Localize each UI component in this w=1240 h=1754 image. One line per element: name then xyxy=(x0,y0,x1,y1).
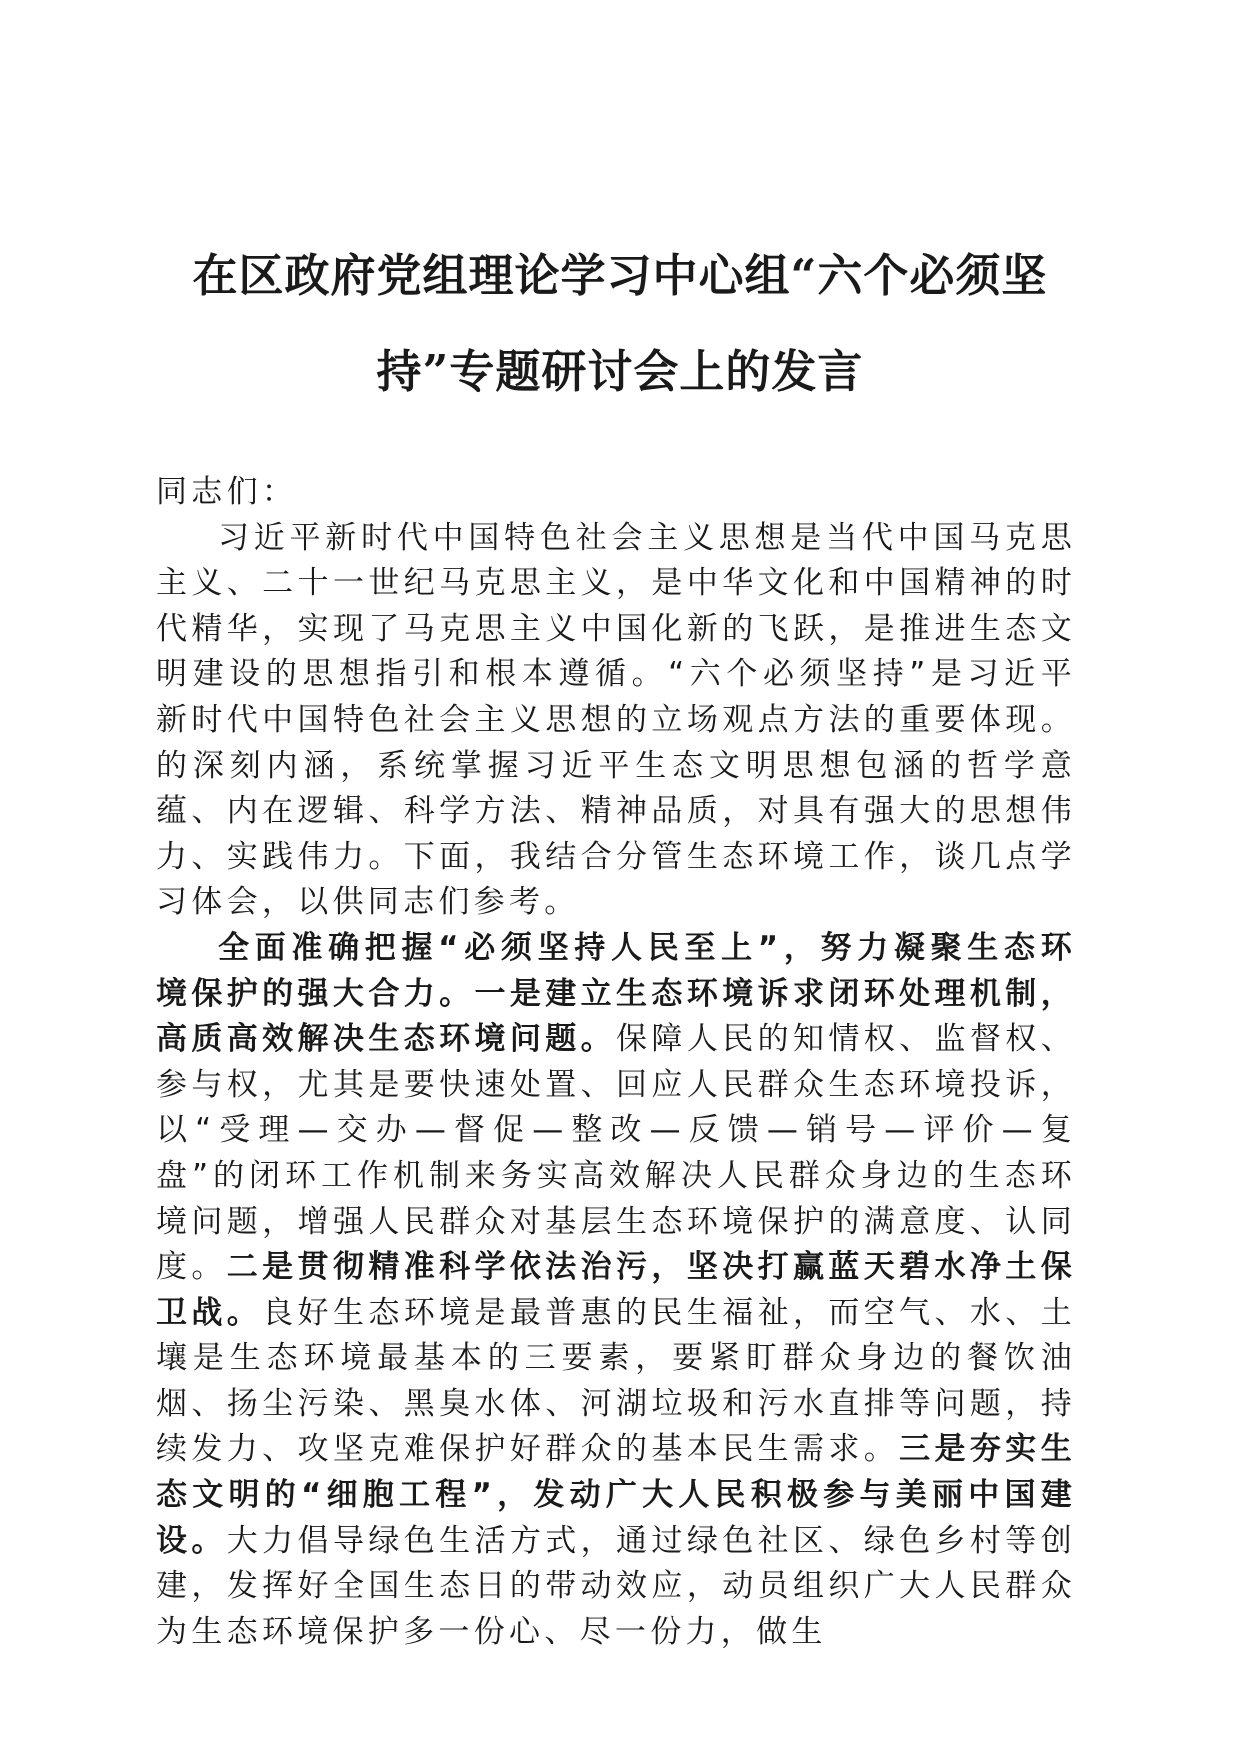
section-1-heading: 全面准确把握“必须坚持人民至上”，努力凝聚生态环境保护的强大合力。 xyxy=(156,929,1076,1012)
point-3-heading: 三是夯实生态文明的“细胞工程”，发动广大人民积极参与美丽中国建设。 xyxy=(156,1431,1076,1559)
title-line-2: 持”专题研讨会上的发言 xyxy=(376,345,864,398)
point-1-heading: 一是建立生态环境诉求闭环处理机制，高质高效解决生态环境问题。 xyxy=(156,975,1076,1058)
section-1-paragraph xyxy=(156,926,1076,1656)
intro-paragraph: 习近平新时代中国特色社会主义思想是当代中国马克思主义、二十一世纪马克思主义，是中华文化和中国精神的时代精华，实现了马克思主义中国化新的飞跃，是推进生态文明建设的思想指引和根本遵循。“六个必须坚持”是习近平新时代中国特色社会主义思想的立场观点方法的重要体现。的深刻内涵，系统掌握习近平生态文明思想包涵的哲学意蕴、内在逻辑、科学方法、精神品质，对具有强大的思想伟力、实践伟力。下面，我结合分管生态环境工作，谈几点学习体会，以供同志们参考。 xyxy=(156,519,1076,921)
point-2-text: 良好生态环境是最普惠的民生福祉，而空气、水、土壤是生态环境最基本的三要素，要紧盯群众身边的餐饮油烟、扬尘污染、黑臭水体、河湖垃圾和污水直排等问题，持续发力、攻坚克难保护好群众的基本民生需求。 xyxy=(156,1294,1076,1468)
title-line-1: 在区政府党组理论学习中心组“六个必须坚 xyxy=(192,249,1048,302)
point-2-heading: 二是贯彻精准科学依法治污，坚决打赢蓝天碧水净土保卫战。 xyxy=(156,1249,1076,1331)
document-title xyxy=(150,228,1090,420)
point-1-text: 保障人民的知情权、监督权、参与权，尤其是要快速处置、回应人民群众生态环境投诉，以“受理—交办—督促—整改—反馈—销号—评价—复盘”的闭环工作机制来务实高效解决人民群众身边的生态环境问题，增强人民群众对基层生态环境保护的满意度、认同度。 xyxy=(156,1021,1076,1286)
salutation: 同志们： xyxy=(156,474,298,510)
point-3-text: 大力倡导绿色生活方式，通过绿色社区、绿色乡村等创建，发挥好全国生态日的带动效应，动员组织广大人民群众为生态环境保护多一份心、尽一份力，做生 xyxy=(156,1522,1076,1650)
document-body xyxy=(156,470,1076,1655)
